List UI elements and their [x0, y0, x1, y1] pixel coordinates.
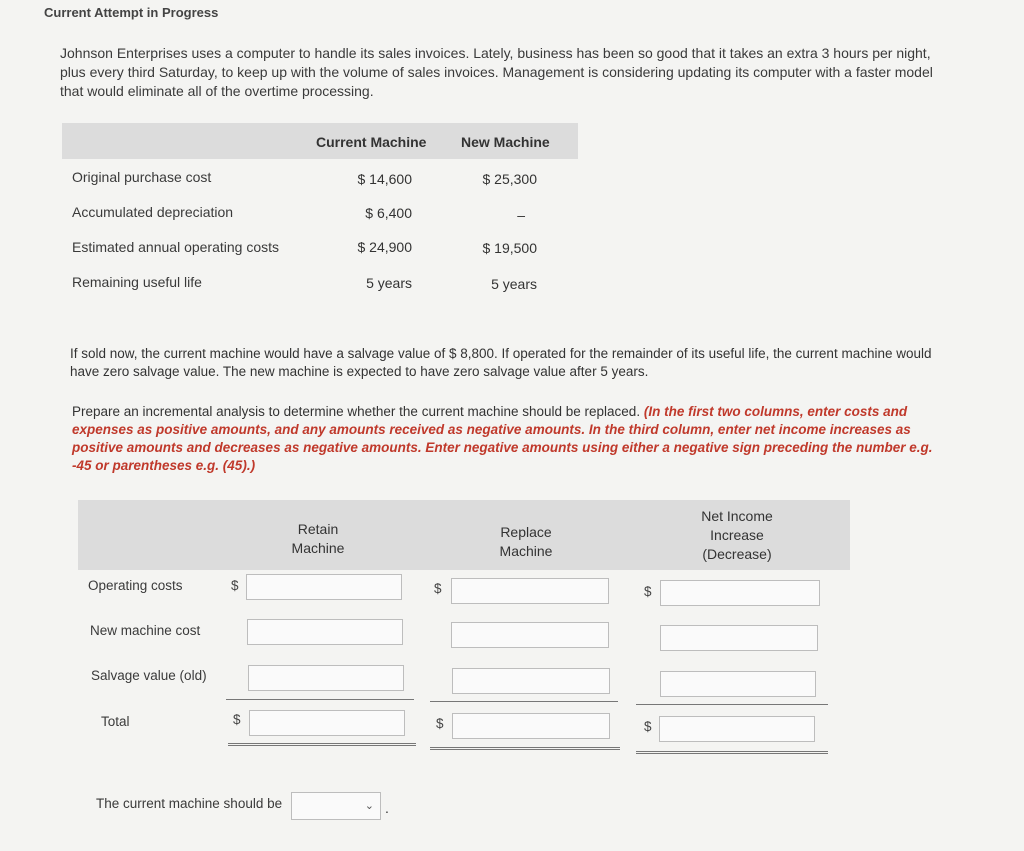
cell-new-original-cost: $ 25,300 [482, 171, 537, 187]
cell-current-useful-life: 5 years [366, 275, 412, 291]
currency-symbol: $ [233, 712, 241, 727]
currency-symbol: $ [434, 581, 442, 596]
replace-salvage-value-input[interactable] [452, 668, 610, 694]
row-label-original-cost: Original purchase cost [72, 169, 212, 185]
replace-new-machine-cost-input[interactable] [451, 622, 609, 648]
row-label-new-machine-cost: New machine cost [90, 623, 201, 638]
row-label-accum-depreciation: Accumulated depreciation [72, 204, 234, 220]
instructions-text: Prepare an incremental analysis to determine whether the current machine should be replaced. [72, 404, 641, 419]
net-total-input[interactable] [659, 716, 815, 742]
cell-new-operating-costs: $ 19,500 [482, 240, 537, 256]
col-header-new-machine: New Machine [461, 134, 550, 150]
salvage-paragraph: If sold now, the current machine would have a salvage value of $ 8,800. If operated for the remainder of its useful life, the current machine would have zero salvage value. The new machine is expected to have zero salvage value after 5 years. [70, 346, 932, 379]
currency-symbol: $ [644, 719, 652, 734]
col-header-replace-line2: Machine [499, 543, 553, 559]
col-header-current-machine: Current Machine [316, 134, 427, 150]
instructions-paragraph [72, 403, 952, 475]
col-header-retain-machine [272, 520, 364, 558]
subtotal-rule [430, 701, 618, 702]
row-label-total: Total [101, 714, 130, 729]
col-header-net-income [688, 507, 786, 564]
conclusion-select[interactable] [291, 792, 381, 820]
subtotal-rule [226, 699, 414, 700]
chevron-down-icon: ⌄ [364, 800, 374, 812]
cell-new-accum-depreciation: – [517, 207, 525, 223]
row-label-salvage-value: Salvage value (old) [91, 668, 207, 683]
cell-current-original-cost: $ 14,600 [357, 171, 412, 187]
subtotal-rule [636, 704, 828, 705]
cell-new-useful-life: 5 years [491, 276, 537, 292]
currency-symbol: $ [436, 716, 444, 731]
row-label-operating-costs: Estimated annual operating costs [72, 239, 280, 255]
total-double-rule [228, 743, 416, 746]
net-operating-costs-input[interactable] [660, 580, 820, 606]
retain-total-input[interactable] [249, 710, 405, 736]
row-label-operating-costs-analysis: Operating costs [88, 578, 183, 593]
attempt-status: Current Attempt in Progress [44, 5, 219, 20]
col-header-retain-line1: Retain [297, 521, 339, 537]
total-double-rule [636, 751, 828, 754]
net-salvage-value-input[interactable] [660, 671, 816, 697]
row-label-useful-life: Remaining useful life [72, 274, 202, 290]
retain-salvage-value-input[interactable] [248, 665, 404, 691]
col-header-net-line1: Net Income [701, 508, 773, 524]
col-header-net-line2: Increase [710, 527, 764, 543]
problem-intro: Johnson Enterprises uses a computer to handle its sales invoices. Lately, business has been so good that it takes an extra 3 hours per night, plus every third Saturday, to keep up with the volume of sales invoices. Management is considering updating its computer with a faster model that would eliminate all of the overtime processing. [60, 45, 933, 99]
instructions-note: (In the first two columns, enter costs and expenses as positive amounts, and any amounts received as negative amounts. In the third column, enter net income increases as positive amounts and decreases as negative amounts. Enter negative amounts using either a negative sign preceding the number e.g. -45 or parentheses e.g. (45).) [72, 404, 933, 473]
col-header-replace-machine [478, 523, 574, 561]
conclusion-label: The current machine should be [96, 796, 283, 811]
currency-symbol: $ [644, 584, 652, 599]
replace-total-input[interactable] [452, 713, 610, 739]
retain-new-machine-cost-input[interactable] [247, 619, 403, 645]
cell-current-operating-costs: $ 24,900 [357, 239, 412, 255]
col-header-retain-line2: Machine [291, 540, 345, 556]
total-double-rule [430, 747, 620, 750]
col-header-replace-line1: Replace [500, 524, 552, 540]
period-mark: . [385, 800, 389, 816]
replace-operating-costs-input[interactable] [451, 578, 609, 604]
col-header-net-line3: (Decrease) [702, 546, 772, 562]
cell-current-accum-depreciation: $ 6,400 [365, 205, 412, 221]
currency-symbol: $ [231, 578, 239, 593]
retain-operating-costs-input[interactable] [246, 574, 402, 600]
net-new-machine-cost-input[interactable] [660, 625, 818, 651]
